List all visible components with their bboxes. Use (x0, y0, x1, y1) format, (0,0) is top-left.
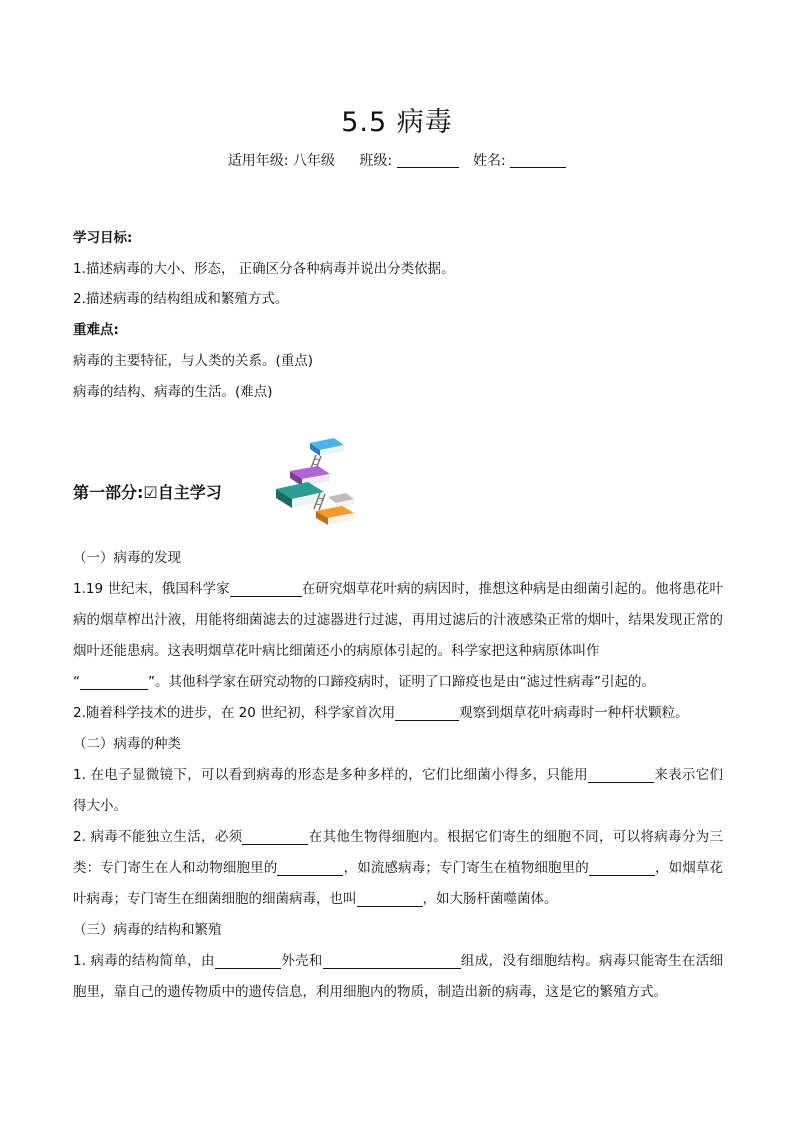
part1-heading: 第一部分:☑自主学习 (73, 483, 222, 502)
paragraph: 2. 病毒不能独立生活，必须 在其他生物得细胞内。根据它们寄生的细胞不同，可以将病毒分为三类：专门寄生在人和动物细胞里的 ，如流感病毒；专门寄生在植物细胞里的 ，如烟草花叶病毒；专门寄生在细菌细胞的细菌病毒，也叫 ，如大肠杆菌噬菌体。 (73, 829, 724, 907)
objective-item: 1.描述病毒的大小、形态， 正确区分各种病毒并说出分类依据。 (73, 261, 455, 277)
paragraph: 1. 病毒的结构简单，由 外壳和 组成，没有细胞结构。病毒只能寄生在活细胞里，靠自己的遗传物质中的遗传信息，利用细胞内的物质，制造出新的病毒，这是它的繁殖方式。 (73, 953, 724, 1000)
objectives-heading: 学习目标: (73, 230, 133, 246)
answer-blank[interactable] (215, 952, 281, 969)
answer-blank[interactable] (242, 828, 308, 845)
class-blank[interactable] (397, 153, 459, 168)
page-title: 5.5 病毒 (341, 107, 453, 138)
section-heading: （三）病毒的结构和繁殖 (73, 922, 222, 938)
paragraph: 2.随着科学技术的进步，在 20 世纪初，科学家首次用 观察到烟草花叶病毒时一种杆状颗粒。 (73, 705, 689, 721)
content-body (73, 543, 723, 1008)
student-info-line (0, 150, 794, 170)
grade-label: 适用年级: 八年级 (227, 153, 335, 169)
answer-blank[interactable] (323, 952, 461, 969)
paragraph: 1.19 世纪末，俄国科学家 在研究烟草花叶病的病因时，推想这种病是由细菌引起的。他将患花叶病的烟草榨出汁液，用能将细菌滤去的过滤器进行过滤，再用过滤后的汁液感染正常的烟叶，结果发现正常的烟叶还能患病。这表明烟草花叶病比细菌还小的病原体引起的。科学家把这种病原体叫作 “ ”。其他科学家在研究动物的口蹄疫病时，证明了口蹄疫也是由“滤过性病毒”引起的。 (73, 581, 724, 690)
answer-blank[interactable] (357, 890, 423, 907)
answer-blank[interactable] (588, 766, 654, 783)
stacked-books-icon (274, 435, 360, 527)
key-points-heading: 重难点: (73, 322, 119, 338)
class-label: 班级: (359, 153, 393, 169)
section-heading: （二）病毒的种类 (73, 736, 181, 752)
paragraph: 1. 在电子显微镜下，可以看到病毒的形态是多种多样的，它们比细菌小得多，只能用 来表示它们得大小。 (73, 767, 724, 814)
answer-blank[interactable] (80, 673, 148, 690)
name-blank[interactable] (510, 153, 566, 168)
answer-blank[interactable] (589, 859, 655, 876)
answer-blank[interactable] (277, 859, 343, 876)
answer-blank[interactable] (395, 704, 459, 721)
section-heading: （一）病毒的发现 (73, 550, 181, 566)
answer-blank[interactable] (230, 580, 302, 597)
key-point-item: 病毒的结构、病毒的生活。(难点) (73, 384, 273, 400)
name-label: 姓名: (473, 153, 506, 169)
objectives-section (73, 228, 723, 402)
key-point-item: 病毒的主要特征，与人类的关系。(重点) (73, 353, 314, 369)
objective-item: 2.描述病毒的结构组成和繁殖方式。 (73, 291, 289, 307)
